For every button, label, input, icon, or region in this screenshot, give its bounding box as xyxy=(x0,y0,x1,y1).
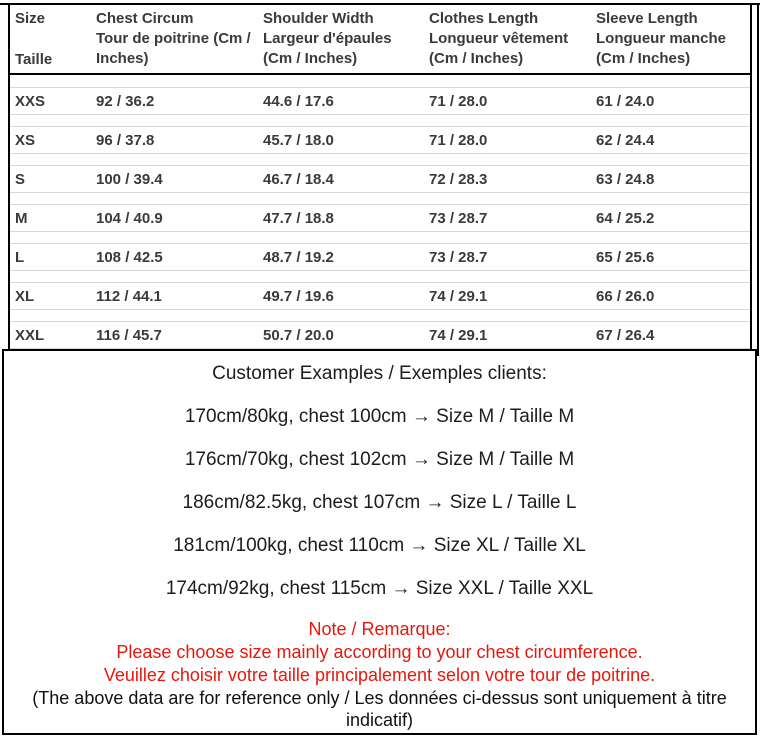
header-cell-sleeve xyxy=(596,9,750,70)
table-row xyxy=(10,87,750,115)
outer-frame-right-line xyxy=(757,3,759,356)
table-row xyxy=(10,126,750,154)
cell-chest: 100 / 39.4 xyxy=(96,170,163,188)
cell-sleeve: 63 / 24.8 xyxy=(596,170,655,188)
header-shoulder-fr: Largeur d'épaules (Cm / Inches) xyxy=(263,30,392,67)
header-length-fr: Longueur vêtement (Cm / Inches) xyxy=(429,30,569,67)
header-chest-fr: Tour de poitrine (Cm / Inches) xyxy=(96,30,251,67)
header-shoulder-en: Shoulder Width xyxy=(263,10,374,27)
cell-shoulder: 50.7 / 20.0 xyxy=(263,326,334,344)
example-line: 176cm/70kg, chest 102cm → Size M / Taille M xyxy=(184,449,575,470)
cell-length: 72 / 28.3 xyxy=(429,170,488,188)
header-cell-shoulder xyxy=(263,9,429,70)
table-row xyxy=(10,204,750,232)
table-row xyxy=(10,243,750,271)
header-cell-chest xyxy=(96,9,263,70)
cell-shoulder: 44.6 / 17.6 xyxy=(263,92,334,110)
cell-length: 71 / 28.0 xyxy=(429,131,488,149)
cell-chest: 108 / 42.5 xyxy=(96,248,163,266)
cell-length: 71 / 28.0 xyxy=(429,92,488,110)
cell-shoulder: 48.7 / 19.2 xyxy=(263,248,334,266)
cell-size: XXL xyxy=(15,326,45,344)
cell-size: M xyxy=(15,209,28,227)
cell-shoulder: 45.7 / 18.0 xyxy=(263,131,334,149)
table-header-row xyxy=(10,5,750,75)
cell-size: XS xyxy=(15,131,36,149)
size-chart-table xyxy=(8,3,752,349)
table-row xyxy=(10,321,750,349)
cell-chest: 104 / 40.9 xyxy=(96,209,163,227)
cell-length: 73 / 28.7 xyxy=(429,209,488,227)
cell-length: 73 / 28.7 xyxy=(429,248,488,266)
cell-chest: 96 / 37.8 xyxy=(96,131,155,149)
header-sleeve-fr: Longueur manche (Cm / Inches) xyxy=(596,30,727,67)
header-cell-length xyxy=(429,9,596,70)
examples-note-section xyxy=(2,349,757,735)
cell-chest: 92 / 36.2 xyxy=(96,92,155,110)
table-row xyxy=(10,282,750,310)
cell-sleeve: 64 / 25.2 xyxy=(596,209,655,227)
cell-chest: 116 / 45.7 xyxy=(96,326,162,344)
cell-shoulder: 46.7 / 18.4 xyxy=(263,170,334,188)
cell-sleeve: 61 / 24.0 xyxy=(596,92,655,110)
header-length-en: Clothes Length xyxy=(429,10,539,27)
example-line: 170cm/80kg, chest 100cm → Size M / Taille M xyxy=(184,406,575,427)
cell-length: 74 / 29.1 xyxy=(429,326,488,344)
cell-sleeve: 65 / 25.6 xyxy=(596,248,655,266)
cell-shoulder: 47.7 / 18.8 xyxy=(263,209,334,227)
example-line: 174cm/92kg, chest 115cm → Size XXL / Taille XXL xyxy=(165,578,594,599)
cell-sleeve: 62 / 24.4 xyxy=(596,131,655,149)
disclaimer-text: (The above data are for reference only / Les données ci-dessus sont uniquement à titre indicatif) xyxy=(32,688,727,730)
examples-title: Customer Examples / Exemples clients: xyxy=(212,363,547,384)
cell-sleeve: 66 / 26.0 xyxy=(596,287,655,305)
example-line: 186cm/82.5kg, chest 107cm → Size L / Taille L xyxy=(182,492,577,513)
header-cell-size xyxy=(15,9,96,70)
header-size-fr: Taille xyxy=(15,51,53,68)
header-chest-en: Chest Circum xyxy=(96,10,194,27)
table-row xyxy=(10,165,750,193)
header-sleeve-en: Sleeve Length xyxy=(596,10,698,27)
cell-length: 74 / 29.1 xyxy=(429,287,488,305)
header-size-en: Size xyxy=(15,10,46,27)
cell-sleeve: 67 / 26.4 xyxy=(596,326,655,344)
cell-shoulder: 49.7 / 19.6 xyxy=(263,287,334,305)
note-title: Note / Remarque: xyxy=(308,619,451,639)
cell-size: XXS xyxy=(15,92,46,110)
example-line: 181cm/100kg, chest 110cm → Size XL / Taille XL xyxy=(173,535,586,556)
cell-size: S xyxy=(15,170,26,188)
note-line-fr: Veuillez choisir votre taille principalement selon votre tour de poitrine. xyxy=(103,665,656,685)
outer-frame-top-line xyxy=(0,3,760,5)
cell-size: XL xyxy=(15,287,35,305)
cell-size: L xyxy=(15,248,25,266)
note-line-en: Please choose size mainly according to your chest circumference. xyxy=(116,642,643,662)
cell-chest: 112 / 44.1 xyxy=(96,287,162,305)
